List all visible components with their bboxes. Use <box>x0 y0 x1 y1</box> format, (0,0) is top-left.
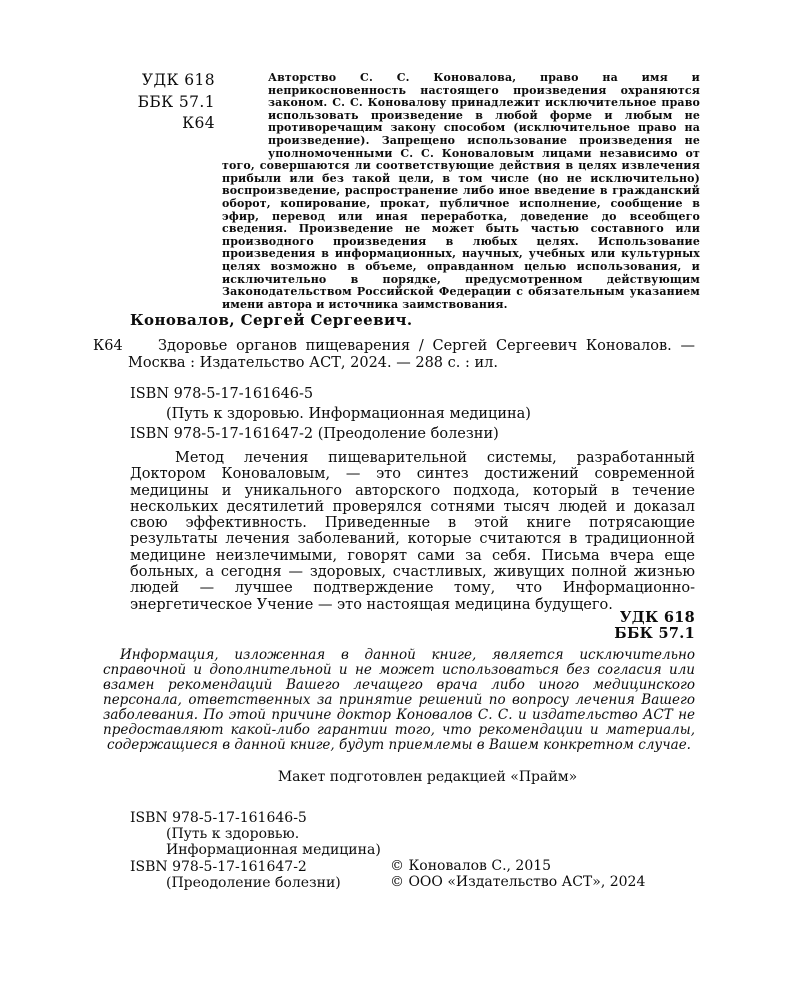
annotation-paragraph: Метод лечения пищеварительной системы, разработанный Доктором Коноваловым, — это синтез достижений современной медицины и уникального авторского подхода, который в течение нескольких десятилетий проверялся сотнями тысяч людей и доказал свою эффективность. Приведенные в этой книге потрясающие результаты лечения заболеваний, которые считаются в традиционной медицине неизлечимыми, говорят сами за себя. Письма вчера еще больных, а сегодня — здоровых, счастливых, живущих полной жизнью людей — лучшее подтверждение тому, что Информационно-энергетическое Учение — это настоящая медицина будущего. <box>130 450 695 613</box>
top-codes-block <box>0 70 215 135</box>
bottom-isbn-series-1b: Информационная медицина) <box>166 842 381 859</box>
copyright-holders-block <box>390 858 645 890</box>
bottom-codes-block <box>495 610 695 642</box>
catalog-author-sign: К64 <box>93 338 123 354</box>
isbn-series-line: (Путь к здоровью. Информационная медицина) <box>166 405 531 422</box>
udk-code: УДК 618 <box>141 71 215 89</box>
bottom-isbn-block <box>130 810 381 891</box>
copyright-legal-text: Авторство С. С. Коновалова, право на имя и неприкосновенность настоящего произведения охраняются законом. С. С. Коновалову принадлежит исключительное право использовать произведение в любой форме и любым не противоречащим закону способом (исключительное право на произведение). Запрещено использование произведения не уполномоченными С. С. Коноваловым лицами независимо от того, совершаются ли соответствующие действия в целях извлечения прибыли или без такой цели, в том числе (но не исключительно) воспроизведение, распространение либо иное введение в гражданский оборот, копирование, прокат, публичное исполнение, сообщение в эфир, перевод или иная переработка, доведение до всеобщего сведения. Произведение не может быть частью составного или производного произведения в любых целях. Использование произведения в информационных, научных, учебных или культурных целях возможно в объеме, оправданном целью использования, и исключительно в порядке, предусмотренном действующим Законодательством Российской Федерации с обязательным указанием имени автора и источника заимствования. <box>222 71 700 311</box>
bottom-isbn-line-1: ISBN 978-5-17-161646-5 <box>130 810 307 826</box>
catalog-card-entry: Здоровье органов пищеварения / Сергей Сергеевич Коновалов. — Москва : Издательство АСТ, 2024. — 288 с. : ил. <box>128 338 695 371</box>
copyright-legal-notice <box>222 72 700 311</box>
copyright-holder-publisher: © ООО «Издательство АСТ», 2024 <box>390 874 646 891</box>
bottom-isbn-series-1a: (Путь к здоровью. <box>166 826 300 843</box>
bottom-isbn-series-2: (Преодоление болезни) <box>166 874 341 891</box>
author-heading: Коновалов, Сергей Сергеевич. <box>130 311 413 329</box>
isbn-block <box>130 385 531 444</box>
layout-credit-line: Макет подготовлен редакцией «Прайм» <box>277 769 578 785</box>
medical-disclaimer: Информация, изложенная в данной книге, является исключительно справочной и дополнительной и не может использоваться без согласия или взамен рекомендаций Вашего лечащего врача либо иного медицинского персонала, ответственных за принятие решений по вопросу лечения Вашего заболевания. По этой причине доктор Коновалов С. С. и издательство АСТ не предоставляют какой-либо гарантии того, что рекомендации и материалы, содержащиеся в данной книге, будут приемлемы в Вашем конкретном случае. <box>103 647 695 753</box>
bbk-code-repeat: ББК 57.1 <box>614 625 695 642</box>
copyright-holder-author: © Коновалов С., 2015 <box>390 858 552 874</box>
isbn-line-1: ISBN 978-5-17-161646-5 <box>130 386 314 402</box>
bottom-isbn-line-2: ISBN 978-5-17-161647-2 <box>130 858 307 875</box>
isbn-line-2: ISBN 978-5-17-161647-2 (Преодоление болезни) <box>130 425 499 442</box>
udk-code-repeat: УДК 618 <box>619 609 695 626</box>
bbk-code: ББК 57.1 <box>137 92 215 111</box>
author-sign-code: К64 <box>182 114 215 132</box>
copyright-indent-spacer <box>222 72 268 148</box>
